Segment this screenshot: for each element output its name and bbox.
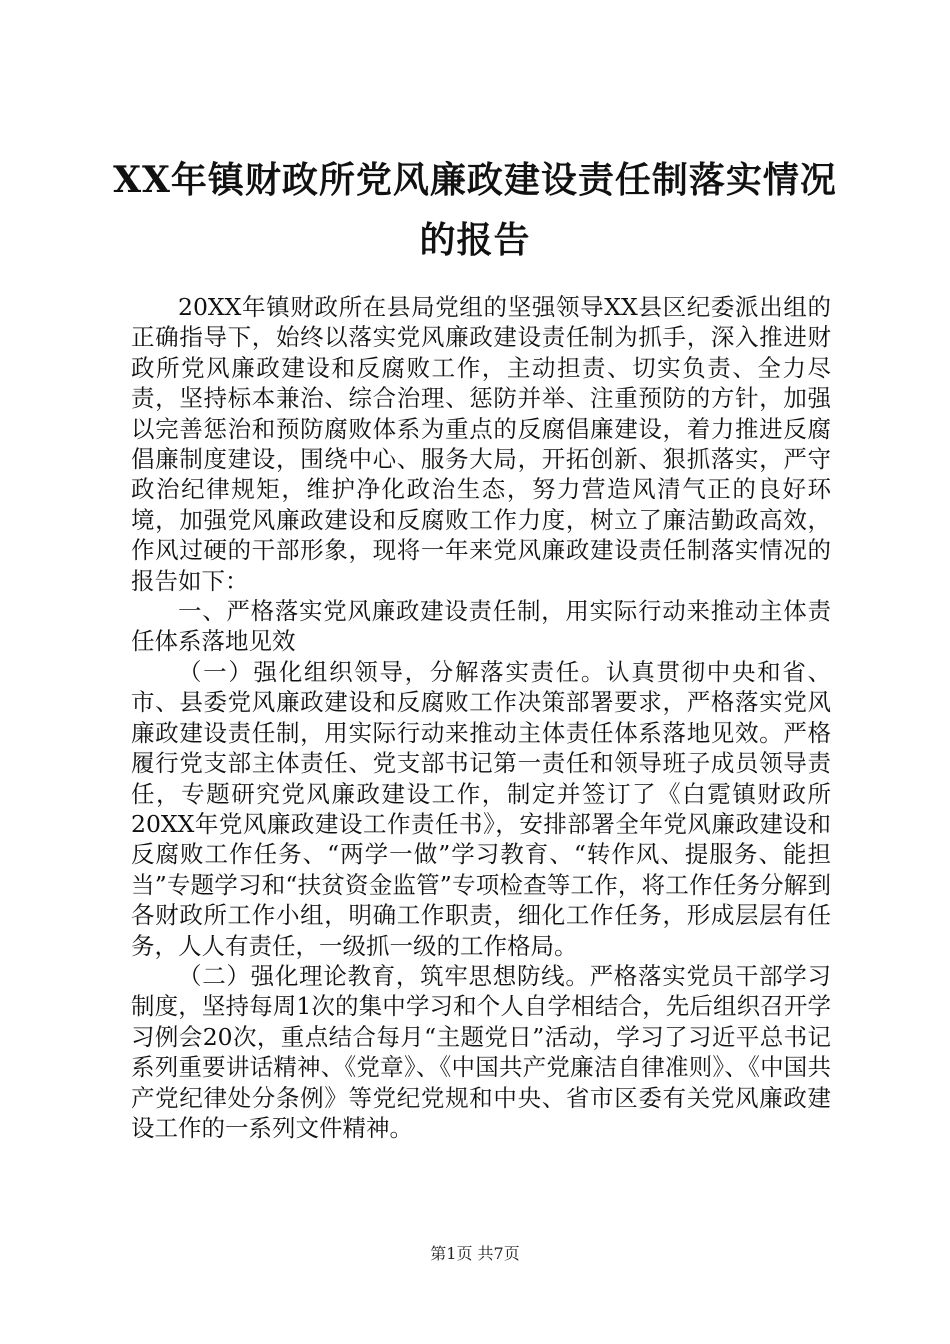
page-footer: 第1页 共7页 <box>430 1244 520 1263</box>
paragraph-intro: 20XX年镇财政所在县局党组的坚强领导XX县区纪委派出组的正确指导下，始终以落实党风廉政建设责任制为抓手，深入推进财政所党风廉政建设和反腐败工作，主动担责、切实负责、全力尽责，坚持标本兼治、综合治理、惩防并举、注重预防的方针，加强以完善惩治和预防腐败体系为重点的反腐倡廉建设，着力推进反腐倡廉制度建设，围绕中心、服务大局，开拓创新、狠抓落实，严守政治纪律规矩，维护净化政治生态，努力营造风清气正的良好环境，加强党风廉政建设和反腐败工作力度，树立了廉洁勤政高效，作风过硬的干部形象，现将一年来党风廉政建设责任制落实情况的报告如下： <box>131 293 831 595</box>
section-heading-1: 一、严格落实党风廉政建设责任制，用实际行动来推动主体责任体系落地见效 <box>131 597 831 656</box>
paragraph-section-1-2: （二）强化理论教育，筑牢思想防线。严格落实党员干部学习制度，坚持每周1次的集中学习和个人自学相结合，先后组织召开学习例会20次，重点结合每月“主题党日”活动，学习了习近平总书记系列重要讲话精神、《党章》、《中国共产党廉洁自律准则》、《中国共产党纪律处分条例》等党纪党规和中央、省市区委有关党风廉政建设工作的一系列文件精神。 <box>131 961 831 1142</box>
paragraph-section-1-1: （一）强化组织领导，分解落实责任。认真贯彻中央和省、市、县委党风廉政建设和反腐败工作决策部署要求，严格落实党风廉政建设责任制，用实际行动来推动主体责任体系落地见效。严格履行党支部主体责任、党支部书记第一责任和领导班子成员领导责任，专题研究党风廉政建设工作，制定并签订了《白霓镇财政所20XX年党风廉政建设工作责任书》，安排部署全年党风廉政建设和反腐败工作任务、“两学一做”学习教育、“转作风、提服务、能担当”专题学习和“扶贫资金监管”专项检查等工作，将工作任务分解到各财政所工作小组，明确工作职责，细化工作任务，形成层层有任务，人人有责任，一级抓一级的工作格局。 <box>131 657 831 960</box>
document-title-line-2: 的报告 <box>419 219 531 261</box>
document-title-line-1: XX年镇财政所党风廉政建设责任制落实情况 <box>113 159 837 201</box>
document-body <box>131 292 831 1143</box>
